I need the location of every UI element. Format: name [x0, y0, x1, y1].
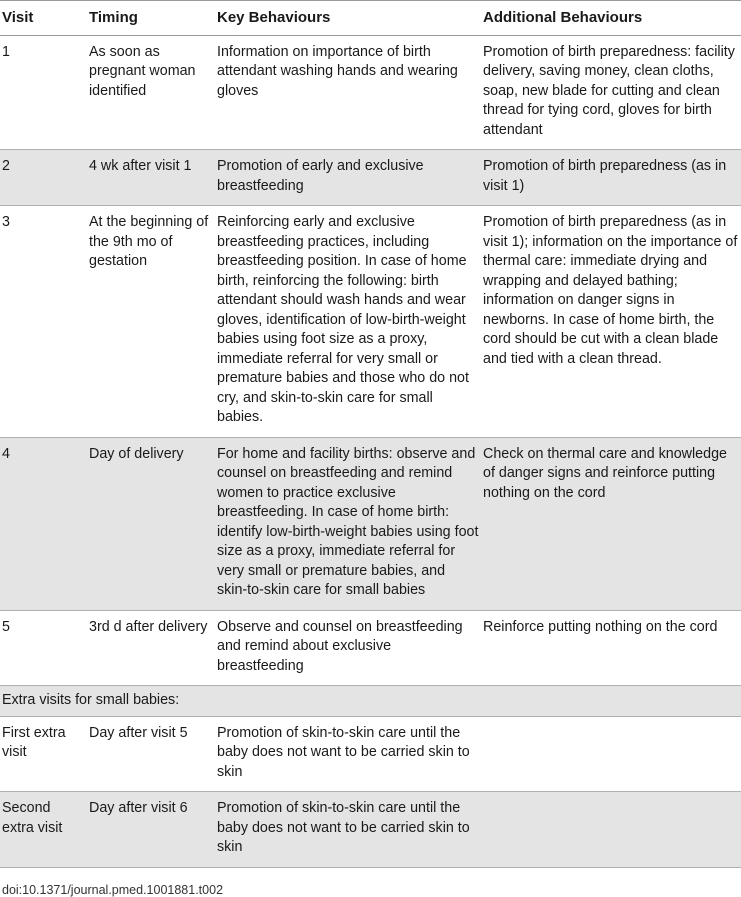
cell-key-behaviours: Promotion of skin-to-skin care until the baby does not want to be carried skin to skin: [215, 716, 481, 792]
table-row: [0, 610, 741, 686]
cell-timing: As soon as pregnant woman identified: [81, 35, 215, 150]
cell-timing: At the beginning of the 9th mo of gestation: [81, 206, 215, 438]
cell-visit: 4: [0, 437, 81, 610]
cell-visit: Second extra visit: [0, 792, 81, 868]
cell-key-behaviours: Observe and counsel on breastfeeding and remind about exclusive breastfeeding: [215, 610, 481, 686]
cell-timing: 3rd d after delivery: [81, 610, 215, 686]
extra-visits-label-row: [0, 686, 741, 717]
table-row: [0, 206, 741, 438]
cell-visit: 1: [0, 35, 81, 150]
table-row: [0, 150, 741, 206]
table-row: [0, 437, 741, 610]
cell-timing: Day after visit 5: [81, 716, 215, 792]
header-additional-behaviours: Additional Behaviours: [481, 1, 741, 36]
cell-additional-behaviours: Check on thermal care and knowledge of danger signs and reinforce putting nothing on the cord: [481, 437, 741, 610]
cell-additional-behaviours: [481, 792, 741, 868]
cell-additional-behaviours: Reinforce putting nothing on the cord: [481, 610, 741, 686]
cell-additional-behaviours: Promotion of birth preparedness (as in visit 1): [481, 150, 741, 206]
cell-timing: 4 wk after visit 1: [81, 150, 215, 206]
cell-additional-behaviours: [481, 716, 741, 792]
cell-additional-behaviours: Promotion of birth preparedness: facility delivery, saving money, clean cloths, soap, new blade for cutting and clean thread for tying cord, gloves for birth attendant: [481, 35, 741, 150]
table-row: [0, 716, 741, 792]
cell-key-behaviours: For home and facility births: observe and counsel on breastfeeding and remind women to practice exclusive breastfeeding. In case of home birth: identify low-birth-weight babies using foot size as a proxy, immediate referral for very small or premature babies, and skin-to-skin care for small babies: [215, 437, 481, 610]
extra-visits-label: Extra visits for small babies:: [0, 686, 741, 717]
header-key-behaviours: Key Behaviours: [215, 1, 481, 36]
cell-visit: 3: [0, 206, 81, 438]
doi-caption: doi:10.1371/journal.pmed.1001881.t002: [2, 882, 224, 897]
cell-visit: 5: [0, 610, 81, 686]
header-timing: Timing: [81, 1, 215, 36]
cell-key-behaviours: Reinforcing early and exclusive breastfeeding practices, including breastfeeding position. In case of home birth, reinforcing the following: birth attendant should wash hands and wear gloves, identification of low-birth-weight babies using foot size as a proxy, immediate referral for very small or premature babies and those who do not cry, and skin-to-skin care for small babies.: [215, 206, 481, 438]
header-visit: Visit: [0, 1, 81, 36]
table-header-row: [0, 1, 741, 36]
cell-additional-behaviours: Promotion of birth preparedness (as in visit 1); information on the importance of thermal care: immediate drying and wrapping and delayed bathing; information on danger signs in newborns. In case of home birth, the cord should be cut with a clean blade and tied with a clean thread.: [481, 206, 741, 438]
cell-timing: Day of delivery: [81, 437, 215, 610]
cell-key-behaviours: Information on importance of birth attendant washing hands and wearing gloves: [215, 35, 481, 150]
table-row: [0, 35, 741, 150]
table-row: [0, 792, 741, 868]
cell-visit: 2: [0, 150, 81, 206]
cell-key-behaviours: Promotion of early and exclusive breastfeeding: [215, 150, 481, 206]
cell-key-behaviours: Promotion of skin-to-skin care until the baby does not want to be carried skin to skin: [215, 792, 481, 868]
cell-timing: Day after visit 6: [81, 792, 215, 868]
cell-visit: First extra visit: [0, 716, 81, 792]
